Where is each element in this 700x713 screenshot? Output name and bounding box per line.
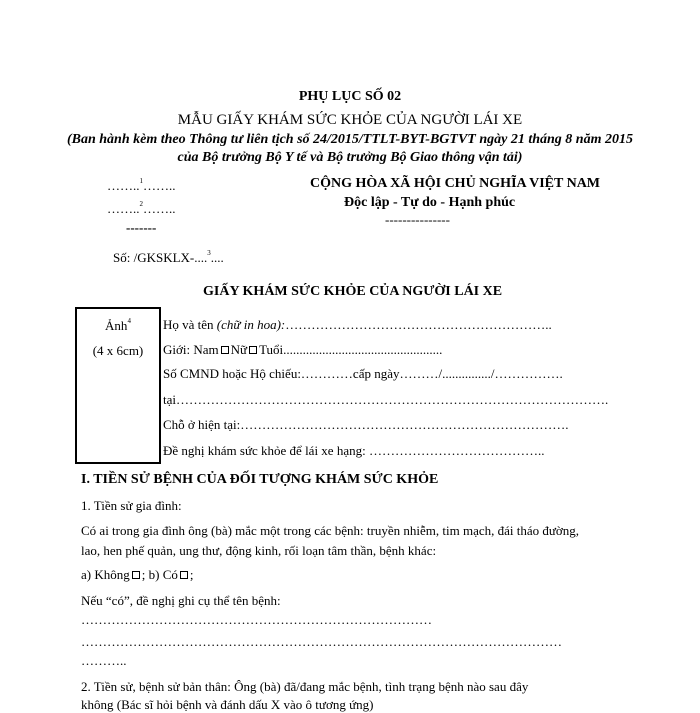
full-name-hint: (chữ in hoa): [216,317,286,332]
gender-label: Giới: Nam [163,342,219,357]
agency-line [107,178,176,194]
answer-yes-label: ; b) Có [141,567,178,582]
footnote-3: 3 [207,249,211,257]
photo-size: (4 x 6cm) [92,343,144,358]
disease-detail-line1[interactable]: ……………………………………………………………………… [81,612,432,627]
footnote-4: 4 [127,317,131,325]
personal-history-line2: không (Bác sĩ hỏi bệnh và đánh dấu X vào ô tương ứng) [81,697,374,712]
family-history-question-line2: lao, hen phế quản, ung thư, động kinh, rối loạn tâm thần, bệnh khác: [81,543,437,558]
age-label: Tuổi [259,342,284,357]
gender-age-field [163,342,442,358]
republic-title: CỘNG HÒA XÃ HỘI CHỦ NGHĨA VIỆT NAM [310,176,601,191]
answer-no-checkbox[interactable] [132,571,140,579]
female-label: Nữ [230,342,248,357]
female-checkbox[interactable] [249,346,257,354]
national-motto: Độc lập - Tự do - Hạnh phúc [344,195,516,210]
issuance-note-line2: của Bộ trưởng Bộ Y tế và Bộ trưởng Bộ Giao thông vận tải) [177,150,523,165]
footnote-1: 1 [139,177,143,185]
agency-line-post: …….. [143,178,176,193]
family-history-heading: 1. Tiền sử gia đình: [81,498,182,513]
full-name-label: Họ và tên [163,317,214,332]
footnote-2: 2 [139,200,143,208]
personal-history-line1: 2. Tiền sử, bệnh sử bản thân: Ông (bà) đã/đang mắc bệnh, tình trạng bệnh nào sau đây [81,679,529,694]
male-checkbox[interactable] [221,346,229,354]
full-name-field[interactable] [163,317,552,333]
photo-label: Ảnh$^4$ [105,317,131,333]
id-number-field[interactable]: Số CMND hoặc Hộ chiếu:…………cấp ngày………/.............../……………. [163,366,563,381]
answer-no-label: a) Không [81,567,130,582]
photo-box [75,307,161,464]
facility-line-pre: …….. [107,201,140,216]
license-class-field[interactable]: Đề nghị khám sức khỏe để lái xe hạng: ………………………………….. [163,443,545,458]
agency-line-pre: …….. [107,178,140,193]
family-history-answer [81,567,194,583]
full-name-dots: …………………………………………………….. [285,317,552,332]
answer-end: ; [189,567,194,582]
family-history-question-line1: Có ai trong gia đình ông (bà) mắc một trong các bệnh: truyền nhiễm, tim mạch, đái tháo đường, [81,523,580,538]
document-number-post: .... [210,250,224,265]
certificate-title: GIẤY KHÁM SỨC KHỎE CỦA NGƯỜI LÁI XE [203,284,503,299]
appendix-number: PHỤ LỤC SỐ 02 [298,89,402,104]
id-issue-place-field[interactable]: tại………………………………………………………………………………………. [163,392,609,407]
disease-detail-line2[interactable]: ………………………………………………………………………………………………… [81,634,562,649]
form-title: MẪU GIẤY KHÁM SỨC KHỎE CỦA NGƯỜI LÁI XE [177,112,523,128]
document-number [113,250,224,266]
answer-yes-checkbox[interactable] [180,571,188,579]
section-1-heading: I. TIỀN SỬ BỆNH CỦA ĐỐI TƯỢNG KHÁM SỨC KHỎE [81,472,439,487]
facility-line [107,201,176,217]
left-header-rule: ------- [126,220,157,235]
issuance-note-line1: (Ban hành kèm theo Thông tư liên tịch số 24/2015/TTLT-BYT-BGTVT ngày 21 tháng 8 năm 2015 [66,132,633,147]
disease-detail-prompt: Nếu “có”, đề nghị ghi cụ thể tên bệnh: [81,593,281,608]
facility-line-post: …….. [143,201,176,216]
current-address-field[interactable]: Chỗ ở hiện tại:…………………………………………………………………. [163,417,569,432]
document-number-pre: Số: /GKSKLX-.... [113,250,208,265]
age-dots[interactable]: ................................................. [283,342,443,357]
motto-rule: --------------- [385,212,450,227]
disease-detail-line3[interactable]: ……….. [81,653,127,668]
